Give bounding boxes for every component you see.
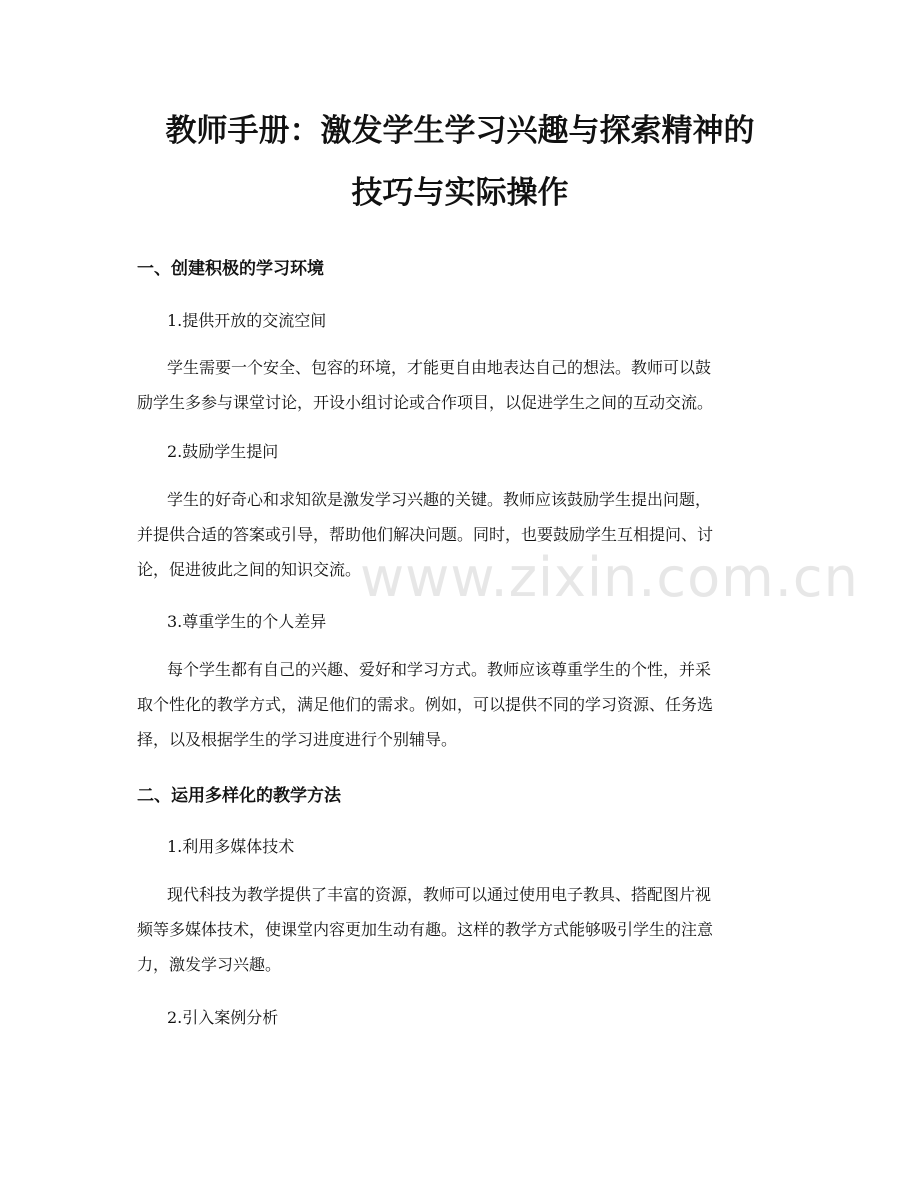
watermark: www.zixin.com.cn: [360, 546, 859, 609]
paragraph-line: 频等多媒体技术，使课堂内容更加生动有趣。这样的教学方式能够吸引学生的注意: [137, 920, 714, 939]
subsection-heading: 3.尊重学生的个人差异: [167, 612, 327, 631]
paragraph: [137, 482, 787, 587]
paragraph-line: 并提供合适的答案或引导，帮助他们解决问题。同时，也要鼓励学生互相提问、讨: [137, 525, 714, 544]
paragraph-line: 每个学生都有自己的兴趣、爱好和学习方式。教师应该尊重学生的个性，并采: [167, 660, 712, 679]
subsection-heading: 2.引入案例分析: [167, 1008, 279, 1027]
subsection-heading: 1.利用多媒体技术: [167, 837, 295, 856]
paragraph: [137, 877, 787, 982]
paragraph-line: 现代科技为教学提供了丰富的资源，教师可以通过使用电子教具、搭配图片视: [167, 885, 712, 904]
title-line: 技巧与实际操作: [351, 175, 569, 211]
title-line: 教师手册：激发学生学习兴趣与探索精神的: [165, 113, 755, 149]
paragraph: [137, 350, 787, 420]
paragraph-line: 论，促进彼此之间的知识交流。: [137, 560, 362, 579]
subsection-heading: 1.提供开放的交流空间: [167, 311, 327, 330]
paragraph-line: 学生的好奇心和求知欲是激发学习兴趣的关键。教师应该鼓励学生提出问题，: [167, 490, 712, 509]
subsection-heading: 2.鼓励学生提问: [167, 442, 279, 461]
paragraph-line: 取个性化的教学方式，满足他们的需求。例如，可以提供不同的学习资源、任务选: [137, 695, 714, 714]
section-heading: 一、创建积极的学习环境: [137, 259, 324, 279]
paragraph-line: 择，以及根据学生的学习进度进行个别辅导。: [137, 730, 458, 749]
paragraph-line: 励学生多参与课堂讨论，开设小组讨论或合作项目，以促进学生之间的互动交流。: [137, 393, 714, 412]
paragraph: [137, 652, 787, 757]
page-title: [110, 100, 810, 224]
section-heading: 二、运用多样化的教学方法: [137, 786, 341, 806]
paragraph-line: 学生需要一个安全、包容的环境，才能更自由地表达自己的想法。教师可以鼓: [167, 358, 712, 377]
paragraph-line: 力，激发学习兴趣。: [137, 955, 282, 974]
